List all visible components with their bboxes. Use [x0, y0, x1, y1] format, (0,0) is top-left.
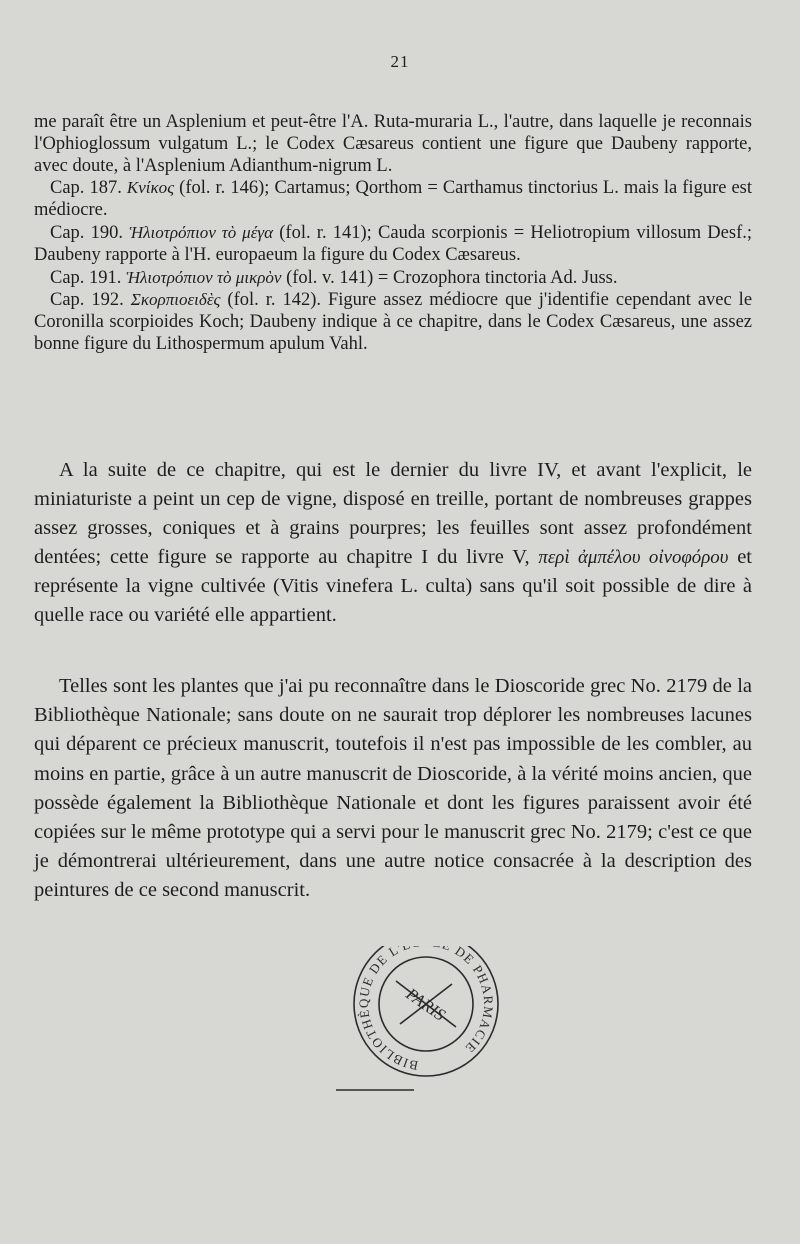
cap-text: Cauda scorpionis = Heliotropium villosum Desf.; Daubeny rapporte à l'H. europaeum la figure du Codex Cæsareus. [34, 222, 752, 265]
greek-name: Κνίκος [126, 178, 175, 198]
cap-label: Cap. 187. [50, 178, 122, 199]
paragraph-asplenium: me paraît être un Asplenium et peut-être l'A. Ruta-muraria L., l'autre, dans laquelle je reconnais l'Ophioglossum vulgatum L.; le Codex Cæsareus contient une figure que Daubeny rapporte, avec doute, à l'Asplenium Adianthum-nigrum L. [34, 112, 752, 176]
vine-paragraph [34, 456, 752, 630]
folio-ref: (fol. r. 142). [227, 290, 322, 311]
vine-text-before: A la suite de ce chapitre, qui est le dernier du livre IV, et avant l'explicit, le miniaturiste a peint un cep de vigne, disposé en treille, portant de nombreuses grappes assez grosses, coniques et à grains pourpres; les feuilles sont assez profondément dentées; cette figure se rapporte au chapitre I du livre V, [34, 459, 752, 568]
cap-text: Cartamus; Qorthom = Carthamus tinctorius L. mais la figure est médiocre. [34, 178, 753, 221]
vine-paragraph-text [34, 456, 752, 630]
stamp-seal-icon [336, 946, 516, 1096]
folio-ref: (fol. v. 141) [286, 267, 374, 288]
cap-label: Cap. 192. [50, 290, 124, 311]
conclusion-text: Telles sont les plantes que j'ai pu reconnaître dans le Dioscoride grec No. 2179 de la Bibliothèque Nationale; sans doute on ne saurait trop déplorer les nombreuses lacunes qui déparent ce précieux manuscrit, toutefois il n'est pas impossible de les combler, au moins en partie, grâce à un autre manuscrit de Dioscoride, à la vérité moins ancien, que possède également la Bibliothèque Nationale et dont les figures paraissent avoir été copiées sur le même prototype qui a servi pour le manuscrit grec No. 2179; c'est ce que je démontrerai ultérieurement, dans une autre notice consacrée à la description des peintures de ce second manuscrit. [34, 675, 752, 902]
conclusion-paragraph [34, 672, 752, 906]
chapter-notes [34, 112, 752, 356]
cap-190-entry [34, 222, 752, 267]
stamp-city: PARIS [402, 984, 449, 1025]
vine-text-after: et représente la vigne cultivée (Vitis vinefera L. culta) sans qu'il soit possible de dire à quelle race ou variété elle appartient. [34, 546, 752, 626]
cap-label: Cap. 191. [50, 267, 122, 288]
library-stamp [336, 946, 516, 1096]
greek-name: Ἡλιοτρόπιον τὸ μικρὸν [126, 267, 282, 287]
folio-ref: (fol. r. 146); [179, 178, 270, 199]
page-number: 21 [390, 52, 410, 71]
cap-191-entry [34, 267, 752, 290]
cap-187-entry [34, 177, 752, 222]
greek-name: Ἡλιοτρόπιον τὸ μέγα [129, 222, 274, 242]
greek-phrase: περὶ ἀμπέλου οἰνοφόρου [538, 547, 729, 568]
cap-text: Figure assez médiocre que j'identifie cependant avec le Coronilla scorpioides Koch; Daubeny indique à ce chapitre, dans le Codex Cæsareus, une assez bonne figure du Lithospermum apulum Vahl. [34, 290, 753, 354]
svg-text:BIBLIOTHÈQUE DE L'ÉCOLE DE PHA: BIBLIOTHÈQUE DE L' DE PHARMACIE [355, 946, 497, 1074]
cap-label: Cap. 190. [50, 222, 124, 243]
cap-192-entry [34, 289, 752, 355]
folio-ref: (fol. r. 141); [279, 222, 372, 243]
greek-name: Σκορπιοειδὲς [130, 290, 221, 310]
cap-text: = Crozophora tinctoria Ad. Juss. [377, 267, 618, 288]
